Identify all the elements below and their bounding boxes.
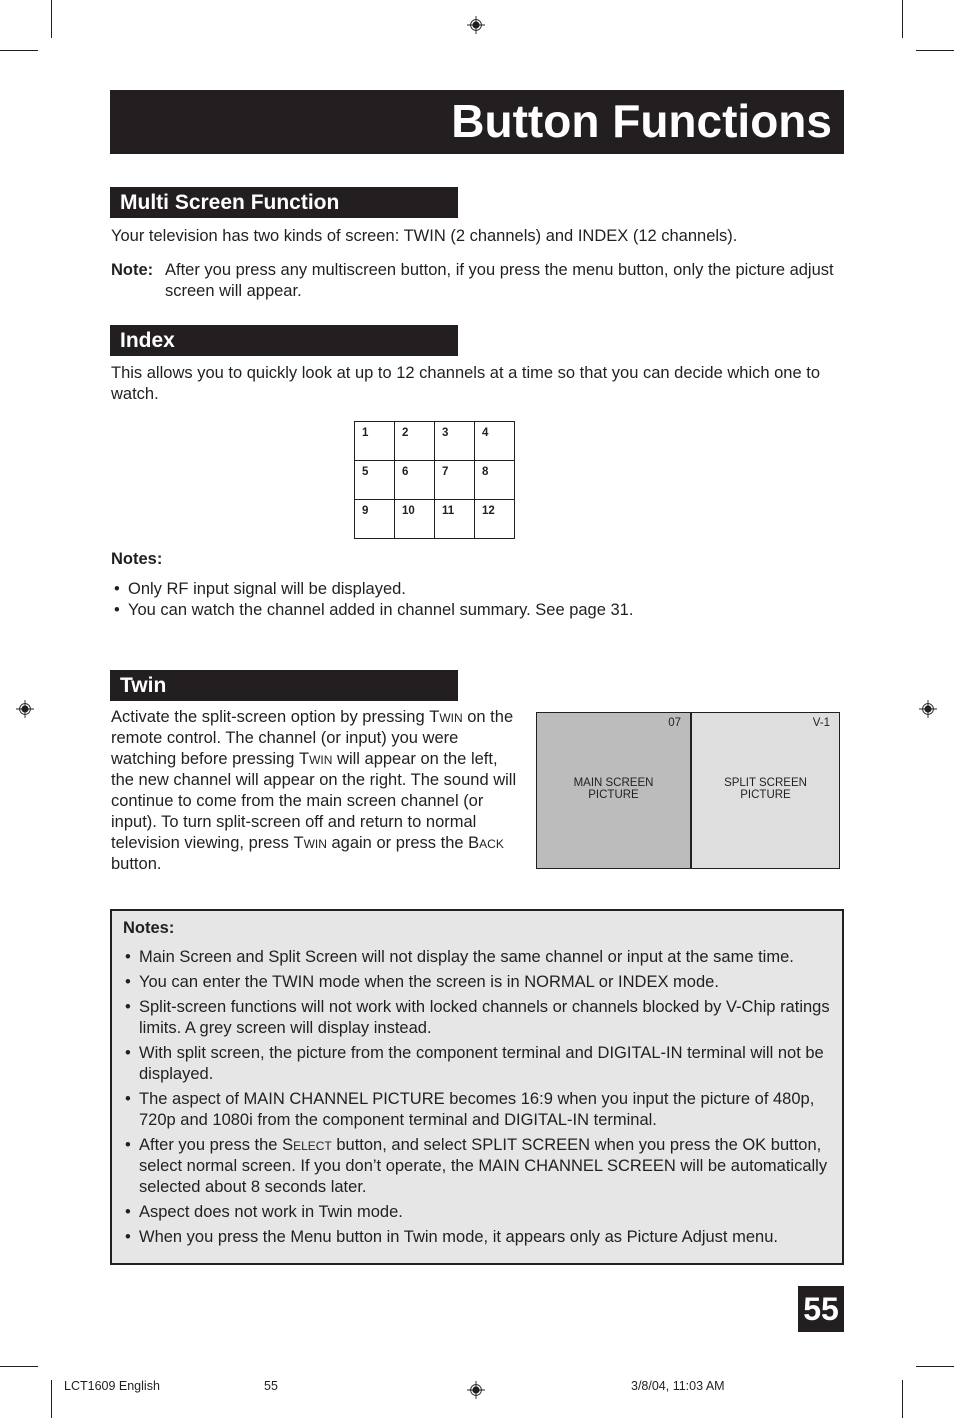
crop-mark — [902, 0, 903, 38]
crop-mark — [51, 0, 52, 38]
crop-mark — [916, 1366, 954, 1367]
footer-doc: LCT1609 English — [64, 1379, 160, 1393]
crop-mark — [902, 1380, 903, 1418]
grid-cell: 6 — [395, 461, 435, 500]
back-button-name: Back — [468, 834, 504, 852]
grid-cell: 3 — [435, 422, 475, 461]
text: button. — [111, 855, 162, 873]
list-item: • You can watch the channel added in channel summary. See page 31. — [111, 600, 811, 621]
text: After you press the — [139, 1136, 283, 1154]
twin-button-name: Twin — [299, 750, 333, 768]
main-screen-label: MAIN SCREEN PICTURE — [573, 777, 654, 801]
text: will appear on the left, the new channel will appear on the right. The sound will continue to come from the main screen channel (or input). To turn split-screen off and return to normal television viewing, press — [111, 750, 517, 852]
registration-mark-icon — [16, 700, 34, 718]
twin-description — [111, 707, 523, 875]
grid-cell: 7 — [435, 461, 475, 500]
grid-cell: 5 — [355, 461, 395, 500]
list-item: • Aspect does not work in Twin mode. — [122, 1202, 834, 1223]
grid-cell: 1 — [355, 422, 395, 461]
index-intro: This allows you to quickly look at up to 12 channels at a time so that you can decide which one to watch. — [111, 364, 820, 403]
page-number: 55 — [798, 1286, 844, 1332]
text: button, and select SPLIT SCREEN when you press the OK button, select normal screen. If you don’t operate, the MAIN CHANNEL SCREEN will be automatically selected about 8 seconds later. — [139, 1136, 828, 1196]
registration-mark-icon — [467, 16, 485, 34]
notes-list — [122, 947, 834, 1248]
list-item: • Main Screen and Split Screen will not display the same channel or input at the same time. — [122, 947, 834, 968]
index-notes-label: Notes: — [111, 550, 163, 568]
split-channel: V-1 — [812, 717, 830, 729]
list-item: • Split-screen functions will not work with locked channels or channels blocked by V-Chip ratings limits. A grey screen will display instead. — [122, 997, 834, 1039]
text: again or press the — [326, 834, 469, 852]
crop-mark — [51, 1380, 52, 1418]
twin-button-name: Twin — [429, 708, 463, 726]
grid-cell: 8 — [475, 461, 515, 500]
grid-cell: 11 — [435, 500, 475, 539]
list-item: • Only RF input signal will be displayed. — [111, 579, 811, 600]
list-item: • The aspect of MAIN CHANNEL PICTURE becomes 16:9 when you input the picture of 480p, 720p and 1080i from the component terminal and DIGITAL-IN terminal. — [122, 1089, 834, 1131]
twin-notes-box — [110, 909, 844, 1265]
index-grid-diagram — [354, 421, 515, 539]
main-screen-panel — [537, 713, 692, 868]
grid-cell: 9 — [355, 500, 395, 539]
page-title: Button Functions — [451, 95, 832, 147]
notes-label: Notes: — [123, 919, 175, 937]
section-heading-twin: Twin — [110, 670, 458, 701]
footer-page: 55 — [264, 1379, 278, 1393]
split-screen-label: SPLIT SCREEN PICTURE — [724, 777, 807, 801]
registration-mark-icon — [919, 700, 937, 718]
crop-mark — [0, 50, 38, 51]
section-heading-index: Index — [110, 325, 458, 356]
text: on the remote control. The channel (or input) you were watching before pressing — [111, 708, 514, 768]
grid-cell: 10 — [395, 500, 435, 539]
grid-cell: 4 — [475, 422, 515, 461]
multi-note — [111, 260, 841, 302]
crop-mark — [0, 1366, 38, 1367]
grid-cell: 12 — [475, 500, 515, 539]
index-notes-list — [111, 579, 811, 621]
list-item: • You can enter the TWIN mode when the screen is in NORMAL or INDEX mode. — [122, 972, 834, 993]
page-title-bar — [110, 90, 844, 154]
list-item: • When you press the Menu button in Twin mode, it appears only as Picture Adjust menu. — [122, 1227, 834, 1248]
note-text: After you press any multiscreen button, if you press the menu button, only the picture adjust screen will appear. — [165, 261, 834, 300]
multi-intro: Your television has two kinds of screen: TWIN (2 channels) and INDEX (12 channels). — [111, 227, 738, 245]
twin-screen-diagram — [536, 712, 840, 869]
note-label: Note: — [111, 261, 154, 279]
grid-cell: 2 — [395, 422, 435, 461]
twin-button-name: Twin — [293, 834, 327, 852]
list-item — [122, 1135, 834, 1198]
split-screen-panel — [692, 713, 839, 868]
list-item: • With split screen, the picture from the component terminal and DIGITAL-IN terminal will not be displayed. — [122, 1043, 834, 1085]
main-channel: 07 — [668, 717, 681, 729]
crop-mark — [916, 50, 954, 51]
footer-date: 3/8/04, 11:03 AM — [631, 1379, 725, 1393]
section-heading-multi-screen: Multi Screen Function — [110, 187, 458, 218]
registration-mark-icon — [467, 1381, 485, 1399]
select-button-name: Select — [282, 1136, 332, 1154]
text: Activate the split-screen option by pressing — [111, 708, 430, 726]
